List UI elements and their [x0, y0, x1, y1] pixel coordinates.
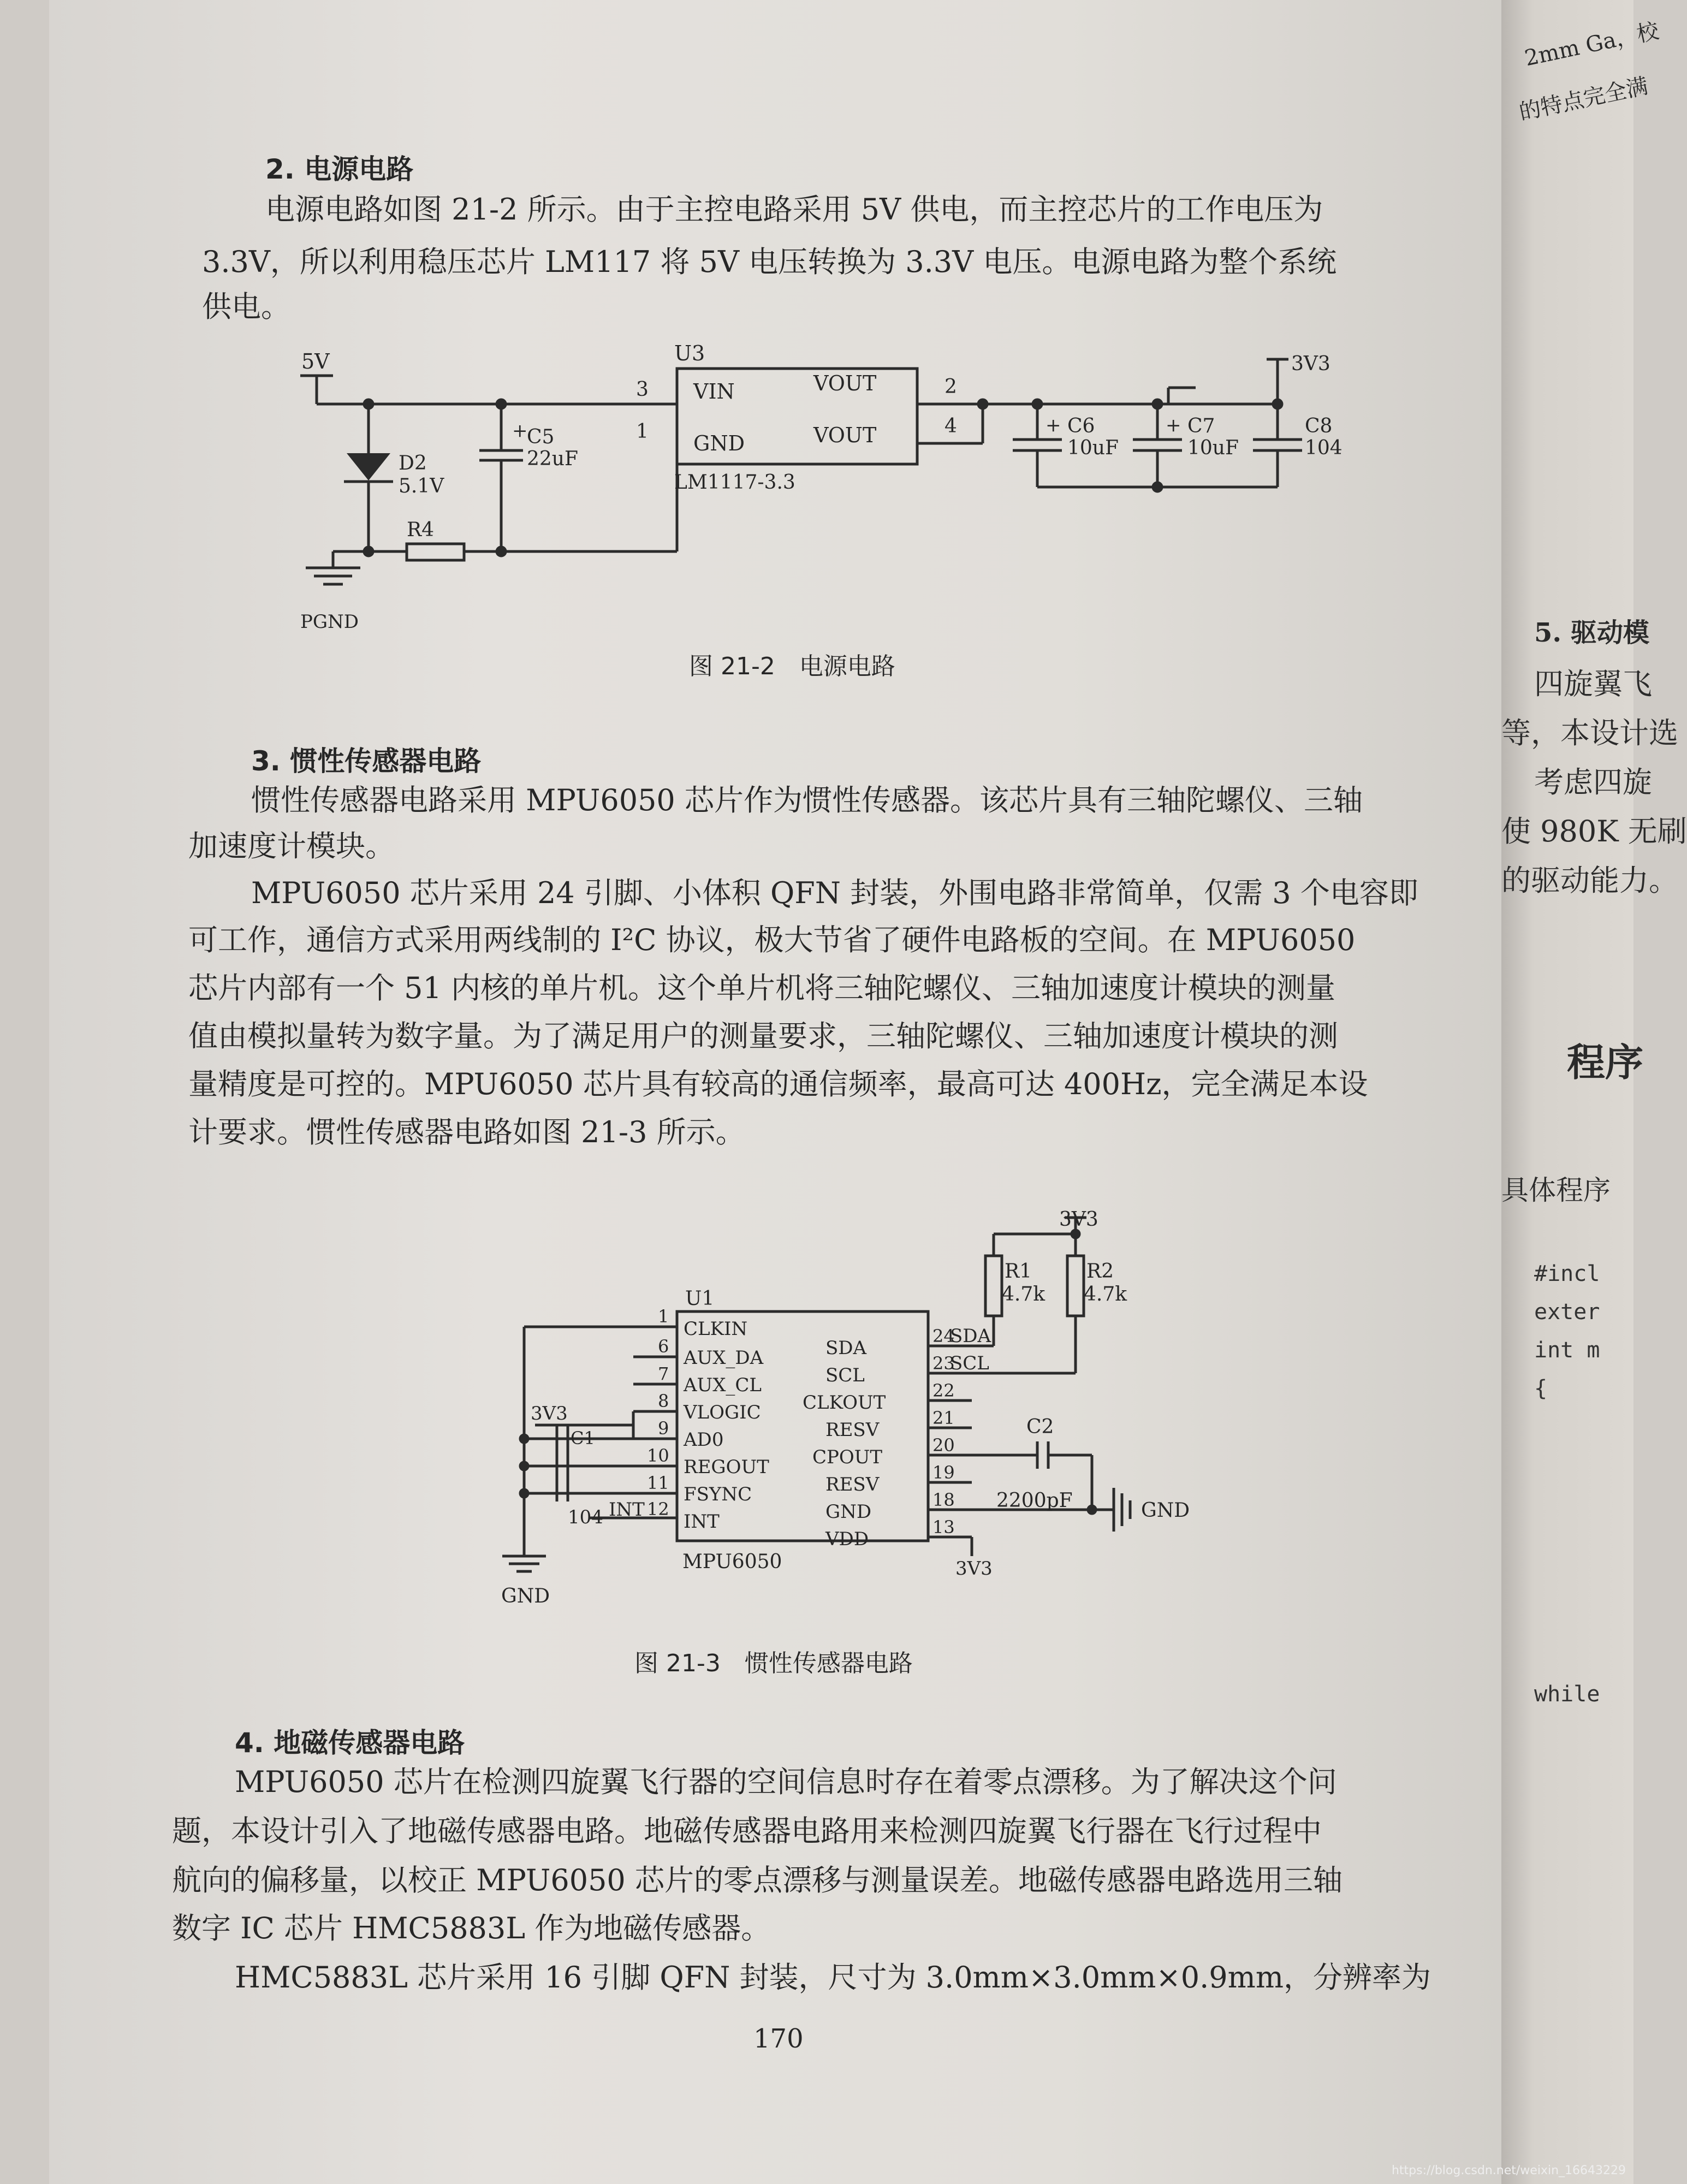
pin-num-24: 24 [932, 1326, 955, 1346]
pin-name-vlogic: VLOGIC [684, 1402, 761, 1423]
label-gnd-left: GND [501, 1585, 550, 1607]
label-c6-plus: + [1046, 414, 1061, 436]
label-c8-value: 104 [1305, 437, 1343, 459]
label-d2: D2 [399, 452, 427, 474]
pin-name-gnd: GND [825, 1501, 872, 1523]
label-pin-1: 1 [636, 420, 649, 443]
pin-num-10: 10 [647, 1445, 669, 1466]
label-c8: C8 [1305, 415, 1333, 437]
right-page-code-1: #incl [1534, 1261, 1600, 1286]
section-4-line-3: 航向的偏移量，以校正 MPU6050 芯片的零点漂移与测量误差。地磁传感器电路选用三轴 [172, 1863, 1343, 1897]
section-4-line-1: MPU6050 芯片在检测四旋翼飞行器的空间信息时存在着零点漂移。为了解决这个问 [235, 1765, 1337, 1799]
pin-name-regout: REGOUT [684, 1456, 769, 1478]
label-5v: 5V [301, 349, 330, 373]
label-r1: R1 [1005, 1260, 1032, 1283]
label-c1: C1 [571, 1428, 595, 1449]
label-chip: MPU6050 [682, 1551, 782, 1573]
label-gnd-pin: GND [693, 431, 745, 455]
label-sda-net: SDA [950, 1325, 991, 1347]
right-page-code-3: int m [1534, 1338, 1600, 1363]
pin-num-22: 22 [932, 1380, 955, 1401]
pin-num-1: 1 [658, 1306, 669, 1327]
section-3-line-4: 可工作，通信方式采用两线制的 I²C 协议，极大节省了硬件电路板的空间。在 MPU6050 [188, 923, 1356, 957]
page-number: 170 [753, 2023, 804, 2054]
pin-num-23: 23 [932, 1353, 955, 1374]
pin-name-scl: SCL [825, 1364, 865, 1386]
label-c5-value: 22uF [527, 448, 578, 470]
section-4-line-2: 题，本设计引入了地磁传感器电路。地磁传感器电路用来检测四旋翼飞行器在飞行过程中 [172, 1814, 1322, 1848]
pin-num-7: 7 [658, 1363, 669, 1384]
pin-name-int: INT [684, 1511, 720, 1533]
label-r2-value: 4.7k [1084, 1283, 1127, 1305]
right-page-section-program: 程序 [1567, 1040, 1643, 1085]
imu-circuit-text [480, 1208, 1201, 1622]
label-3v3: 3V3 [1291, 353, 1330, 375]
figure-21-2-caption: 图 21-2 电源电路 [689, 652, 895, 680]
pin-name-sda: SDA [825, 1337, 867, 1359]
pin-name-vdd: VDD [825, 1528, 869, 1550]
label-r4: R4 [407, 519, 435, 541]
section-4-heading: 4. 地磁传感器电路 [235, 1727, 465, 1759]
label-c2-value: 2200pF [996, 1489, 1073, 1512]
right-page-top-1: 2mm Ga，校 [1522, 18, 1661, 72]
label-u3: U3 [674, 341, 705, 365]
section-3-line-3: MPU6050 芯片采用 24 引脚、小体积 QFN 封装，外围电路非常简单，仅需 3 个电容即 [251, 876, 1418, 910]
section-3-line-6: 值由模拟量转为数字量。为了满足用户的测量要求，三轴陀螺仪、三轴加速度计模块的测 [188, 1019, 1338, 1053]
label-gnd-right: GND [1141, 1499, 1190, 1522]
pin-name-ad0: AD0 [684, 1429, 724, 1451]
section-2-line-1: 电源电路如图 21-2 所示。由于主控电路采用 5V 供电，而主控芯片的工作电压为 [265, 192, 1323, 227]
pin-name-resv-1: RESV [825, 1419, 880, 1441]
label-c7-plus: + [1166, 414, 1181, 436]
adjacent-page [1501, 0, 1687, 2184]
right-page-line-3: 考虑四旋 [1534, 765, 1652, 799]
pin-num-18: 18 [932, 1489, 955, 1510]
pin-num-8: 8 [658, 1391, 669, 1411]
label-c7: C7 [1187, 415, 1215, 437]
pin-num-19: 19 [932, 1462, 955, 1483]
pin-name-aux-da: AUX_DA [684, 1347, 764, 1369]
label-3v3-bottom: 3V3 [955, 1558, 993, 1580]
label-c7-value: 10uF [1187, 437, 1239, 459]
label-vout-2: VOUT [813, 423, 877, 447]
pin-num-9: 9 [658, 1418, 669, 1439]
label-3v3-left: 3V3 [531, 1403, 568, 1425]
section-4-line-4: 数字 IC 芯片 HMC5883L 作为地磁传感器。 [172, 1911, 771, 1945]
label-pgnd: PGND [300, 611, 359, 633]
label-pin-2: 2 [945, 376, 957, 398]
label-pin-3: 3 [636, 378, 649, 401]
label-3v3-top: 3V3 [1059, 1208, 1098, 1231]
label-int-net: INT [609, 1499, 645, 1521]
right-page-spec: 具体程序 [1501, 1174, 1611, 1206]
pin-name-aux-cl: AUX_CL [684, 1374, 762, 1396]
label-d2-value: 5.1V [399, 475, 444, 497]
label-c5: C5 [527, 426, 555, 448]
label-c5-plus: + [512, 420, 528, 442]
right-page-line-2: 等，本设计选 [1501, 716, 1678, 750]
section-2-line-2: 3.3V，所以利用稳压芯片 LM117 将 5V 电压转换为 3.3V 电压。电源电路为整个系统 [202, 245, 1337, 279]
section-3-line-2: 加速度计模块。 [188, 829, 395, 863]
section-4-line-5: HMC5883L 芯片采用 16 引脚 QFN 封装，尺寸为 3.0mm×3.0mm×0.9mm，分辨率为 [235, 1960, 1431, 1995]
section-3-line-1: 惯性传感器电路采用 MPU6050 芯片作为惯性传感器。该芯片具有三轴陀螺仪、三轴 [251, 783, 1363, 817]
pin-num-13: 13 [932, 1517, 955, 1538]
label-pin-4: 4 [945, 415, 957, 437]
right-page-line-4: 使 980K 无刷 [1501, 814, 1687, 848]
section-3-heading: 3. 惯性传感器电路 [251, 745, 482, 777]
label-u1: U1 [685, 1287, 715, 1310]
right-page-code-2: exter [1534, 1299, 1600, 1325]
section-3-line-7: 量精度是可控的。MPU6050 芯片具有较高的通信频率，最高可达 400Hz，完全满足本设 [188, 1067, 1368, 1101]
right-page-heading-5: 5. 驱动模 [1534, 618, 1649, 648]
label-r2: R2 [1086, 1260, 1114, 1283]
label-vin: VIN [693, 379, 735, 403]
pin-num-21: 21 [932, 1408, 955, 1428]
label-c6-value: 10uF [1067, 437, 1119, 459]
section-3-line-8: 计要求。惯性传感器电路如图 21-3 所示。 [188, 1115, 745, 1149]
label-vout-1: VOUT [813, 371, 877, 395]
right-page-line-5: 的驱动能力。 [1501, 863, 1678, 898]
pin-name-fsync: FSYNC [684, 1483, 752, 1505]
section-3-line-5: 芯片内部有一个 51 内核的单片机。这个单片机将三轴陀螺仪、三轴加速度计模块的测量 [188, 971, 1336, 1005]
right-page-top-2: 的特点完全满 [1517, 73, 1650, 126]
power-circuit-text [273, 341, 1365, 650]
pin-num-12: 12 [647, 1499, 669, 1520]
pin-name-clkin: CLKIN [684, 1318, 748, 1340]
right-page-line-1: 四旋翼飞 [1534, 667, 1652, 701]
label-scl-net: SCL [950, 1352, 989, 1374]
right-page-code-4: { [1534, 1376, 1548, 1401]
pin-name-resv-2: RESV [825, 1474, 880, 1495]
figure-21-3-caption: 图 21-3 惯性传感器电路 [634, 1649, 913, 1677]
section-2-line-3: 供电。 [202, 289, 290, 324]
pin-name-cpout: CPOUT [812, 1446, 883, 1468]
right-page-code-5: while [1534, 1682, 1600, 1707]
label-c6: C6 [1067, 415, 1095, 437]
label-part: LM1117-3.3 [674, 471, 795, 494]
watermark: https://blog.csdn.net/weixin_16643229 [1391, 2164, 1626, 2177]
label-c1-value: 104 [568, 1506, 603, 1528]
label-c2: C2 [1026, 1416, 1054, 1438]
pin-num-11: 11 [647, 1473, 669, 1493]
section-2-heading: 2. 电源电路 [265, 153, 414, 185]
label-r1-value: 4.7k [1002, 1283, 1046, 1305]
pin-num-6: 6 [658, 1336, 669, 1357]
pin-name-clkout: CLKOUT [803, 1392, 886, 1414]
pin-num-20: 20 [932, 1435, 955, 1456]
